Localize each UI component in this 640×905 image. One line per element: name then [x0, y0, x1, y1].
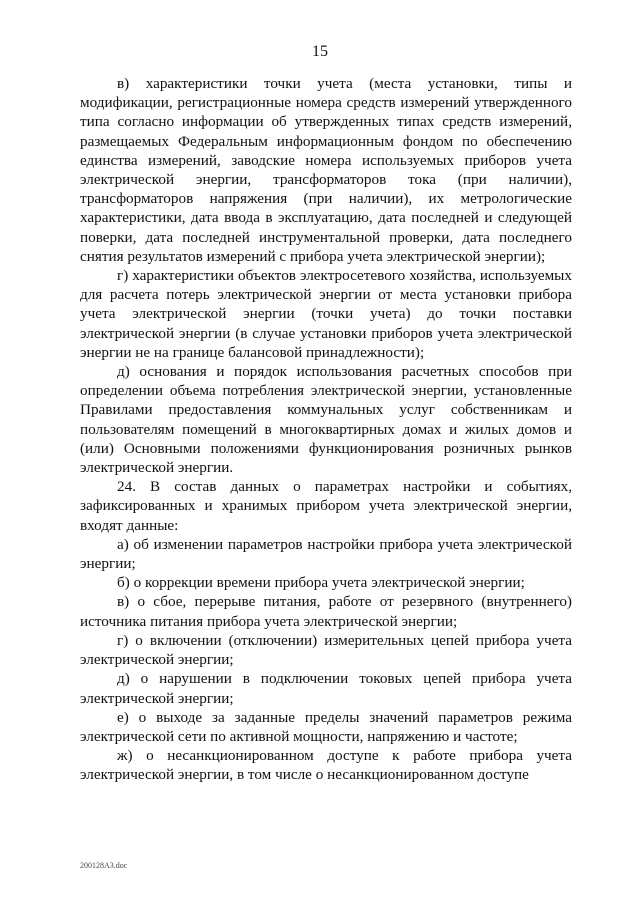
- document-body: [80, 74, 572, 785]
- paragraph-b-time-correction: б) о коррекции времени прибора учета электрической энергии;: [117, 574, 525, 592]
- paragraph-g-circuit-switching: г) о включении (отключении) измерительных цепей прибора учета электрической энергии;: [80, 631, 572, 669]
- paragraph-d-calculation-methods: д) основания и порядок использования расчетных способов при определении объема потребления электрической энергии, установленные Правилами предоставления коммунальных услуг собственникам и пользователям помещений в многоквартирных домах и жилых домов и (или) Основными положениями функционирования розничных рынков электрической энергии.: [80, 363, 572, 477]
- paragraph-a-settings-change: а) об изменении параметров настройки прибора учета электрической энергии;: [80, 535, 572, 573]
- paragraph-e-parameter-limits: е) о выходе за заданные пределы значений параметров режима электрической сети по активной мощности, напряжению и частоте;: [80, 708, 572, 745]
- paragraph-d-current-circuit-violation: д) о нарушении в подключении токовых цепей прибора учета электрической энергии;: [80, 670, 572, 707]
- document-file-code: 200128A3.doc: [80, 861, 128, 870]
- paragraph-v-metering-point: в) характеристики точки учета (места установки, типы и модификации, регистрационные номера средств измерений утвержденного типа согласно информации об утвержденных типах средств измерений, размещаемых Федеральным информационным фондом по обеспечению единства измерений, заводские номера используемых приборов учета электрической энергии, трансформаторов тока (при наличии), трансформаторов напряжения (при наличии), их метрологические характеристики, дата ввода в эксплуатацию, дата последней и следующей поверки, дата последней инструментальной проверки, дата последнего снятия результатов измерений с прибора учета электрической энергии);: [80, 75, 572, 265]
- paragraph-zh-unauthorized-access: ж) о несанкционированном доступе к работе прибора учета электрической энергии, в том числе о несанкционированном доступе: [80, 747, 572, 784]
- paragraph-g-grid-facilities: г) характеристики объектов электросетевого хозяйства, используемых для расчета потерь электрической энергии от места установки прибора учета электрической энергии (точки учета) до точки поставки электрической энергии (в случае установки приборов учета электрической энергии не на границе балансовой принадлежности);: [80, 267, 572, 361]
- paragraph-v-power-failure: в) о сбое, перерыве питания, работе от резервного (внутреннего) источника питания прибора учета электрической энергии;: [80, 593, 572, 630]
- page-number: 15: [312, 43, 328, 60]
- paragraph-24-settings-events: 24. В состав данных о параметрах настройки и событиях, зафиксированных и хранимых прибором учета электрической энергии, входят данные:: [80, 478, 572, 534]
